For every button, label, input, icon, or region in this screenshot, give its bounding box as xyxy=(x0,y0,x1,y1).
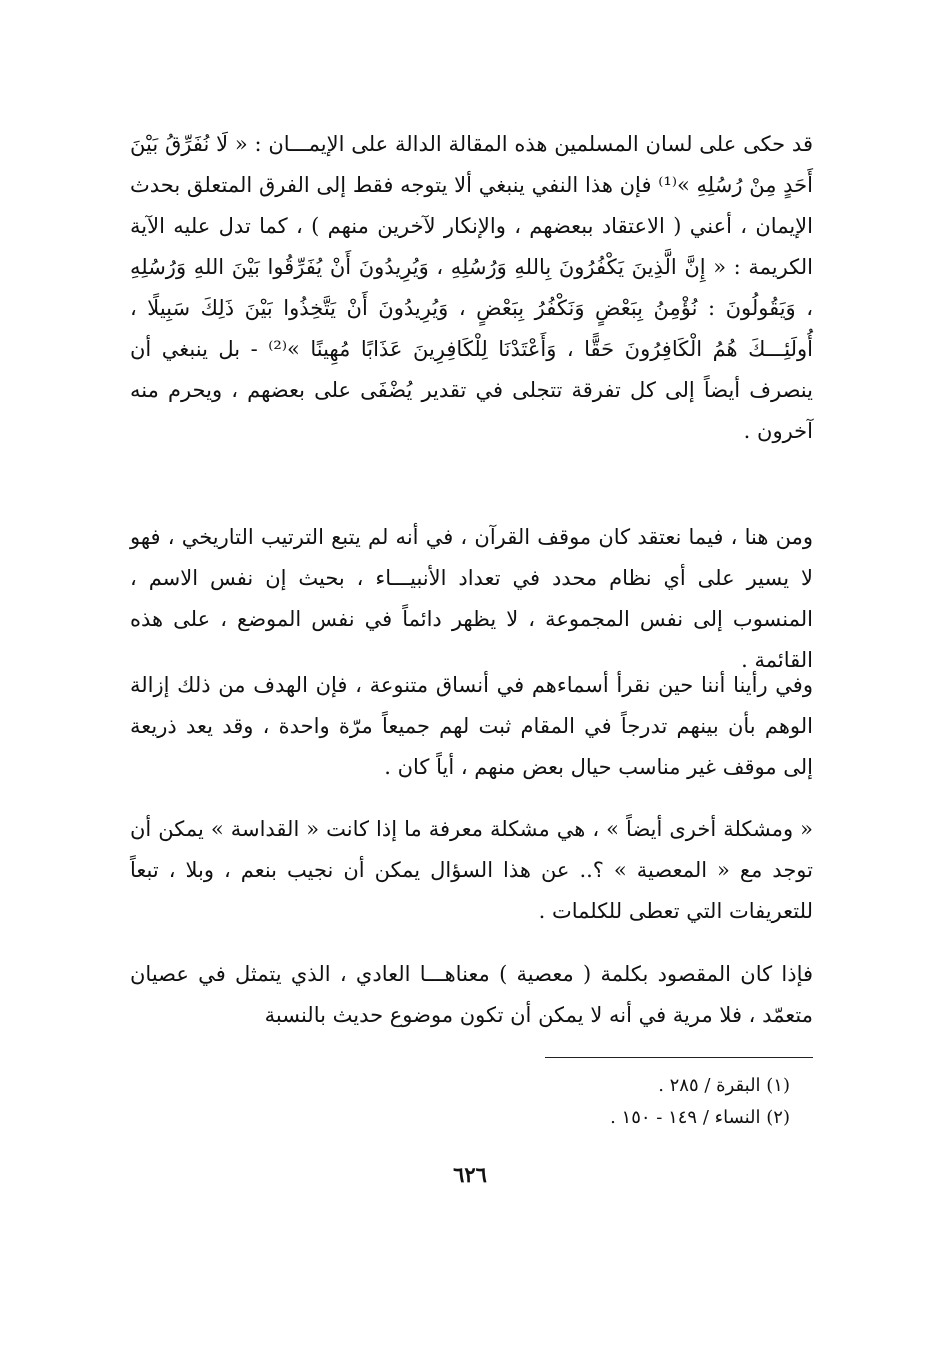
footnote-separator xyxy=(545,1057,813,1058)
body-paragraph-1 xyxy=(130,124,813,452)
body-paragraph-4 xyxy=(130,809,813,932)
body-paragraph-3 xyxy=(130,665,813,788)
footnotes xyxy=(430,1070,790,1134)
page-number: ٦٢٦ xyxy=(453,1162,487,1187)
body-paragraph-5 xyxy=(130,954,813,1036)
body-paragraph-2 xyxy=(130,517,813,681)
paragraph-text: قد حكى على لسان المسلمين هذه المقالة الدالة على الإيمـــان : « لَا نُفَرِّقُ بَيْنَ أَحَدٍ مِنْ رُسُلِهِ »⁽¹⁾ فإن هذا النفي ينبغي ألا يتوجه فقط إلى الفرق المتعلق بحدث الإيمان ، أعني ( الاعتقاد ببعضهم ، والإنكار لآخرين منهم ) ، كما تدل عليه الآية الكريمة : « إِنَّ الَّذِينَ يَكْفُرُونَ بِاللهِ وَرُسُلِهِ ، وَيُرِيدُونَ أَنْ يُفَرِّقُوا بَيْنَ اللهِ وَرُسُلِهِ ، وَيَقُولُونَ : نُؤْمِنُ بِبَعْضٍ وَنَكْفُرُ بِبَعْضٍ ، وَيُرِيدُونَ أَنْ يَتَّخِذُوا بَيْنَ ذَلِكَ سَبِيلًا ، أُولَئِـــكَ هُمُ الْكَافِرُونَ حَقًّا ، وَأَعْتَدْنَا لِلْكَافِرِينَ عَذَابًا مُهِينًا »⁽²⁾ - بل ينبغي أن ينصرف أيضاً إلى كل تفرقة تتجلى في تقدير يُضْفَى على بعضهم ، ويحرم منه آخرون . xyxy=(130,132,814,443)
footnote-2: (٢) النساء / ١٤٩ - ١٥٠ . xyxy=(610,1107,790,1128)
paragraph-text: ومن هنا ، فيما نعتقد كان موقف القرآن ، في أنه لم يتبع الترتيب التاريخي ، فهو لا يسير على أي نظام محدد في تعداد الأنبيـــاء ، بحيث إن نفس الاسم ، المنسوب إلى نفس المجموعة ، لا يظهر دائماً في نفس الموضع ، على هذه القائمة . xyxy=(130,525,813,672)
footnote-1: (١) البقرة / ٢٨٥ . xyxy=(658,1075,790,1096)
paragraph-text: وفي رأينا أننا حين نقرأ أسماءهم في أنساق متنوعة ، فإن الهدف من ذلك إزالة الوهم بأن بينهم تدرجاً في المقام ثبت لهم جميعاً مرّة واحدة ، وقد يعد ذريعة إلى موقف غير مناسب حيال بعض منهم ، أياً كان . xyxy=(130,673,813,779)
paragraph-text: « ومشكلة أخرى أيضاً » ، هي مشكلة معرفة ما إذا كانت « القداسة » يمكن أن توجد مع « المعصية » ؟.. عن هذا السؤال يمكن أن نجيب بنعم ، وبلا ، تبعاً للتعريفات التي تعطى للكلمات . xyxy=(130,817,813,923)
paragraph-text: فإذا كان المقصود بكلمة ( معصية ) معناهـــا العادي ، الذي يتمثل في عصيان متعمّد ، فلا مرية في أنه لا يمكن أن تكون موضوع حديث بالنسبة xyxy=(130,962,813,1027)
